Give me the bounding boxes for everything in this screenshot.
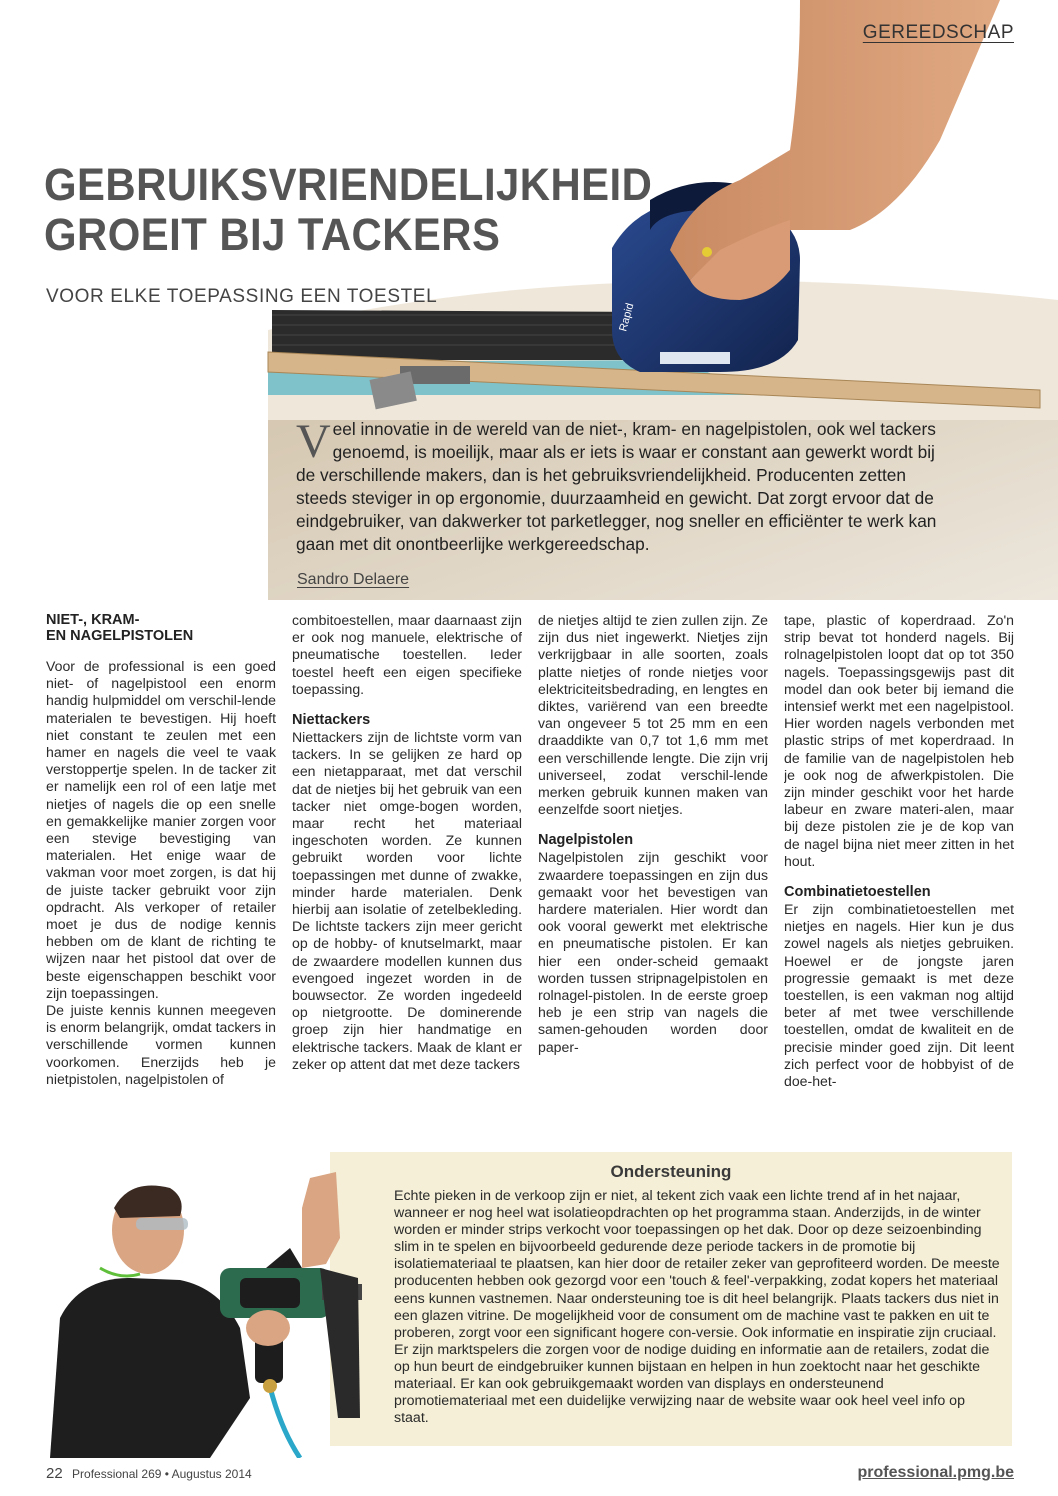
page-number: 22 (46, 1465, 63, 1482)
column-1-paragraph-1: Voor de professional is een goed niet- of nagelpistool een enorm handig hulpmiddel om verschil-lende materialen te bevestigen. Hij hoeft niet constant te zeulen met een hamer en nagels die veel te vaak verstoppertje spelen. In de tacker zit er namelijk een rol of een latje met nietjes of nagels die op een snelle en gemakkelijke manier zorgen voor een stevige bevestiging van materialen. Het enige waar de vakman voor moet zorgen, is dat hij de juiste tacker gebruikt voor zijn opdracht. Als verkoper of retailer moet je dus de nodige kennis hebben om de klant de richting te wijzen naar het pistool dat over de beste eigenschappen beschikt voor zijn toepassingen. (46, 658, 276, 1001)
column-3-paragraph-1: de nietjes altijd te zien zullen zijn. Ze zijn dus niet ingewerkt. Nietjes zijn verkrijgbaar in alle soorten, zoals platte nietjes of ronde nietjes voor elektriciteitsbedrading, en lengtes en diktes, variërend van een breedte van ongeveer 5 tot 25 mm en een draaddikte van 0,7 tot 1,6 mm met een verschillende lengte. Die zijn vrij universeel, zodat verschil-lende merken gebruik kunnen maken van eenzelfde soort nietjes. (538, 612, 768, 818)
lead-dropcap: V (296, 415, 331, 468)
column-1-paragraph-2: De juiste kennis kunnen meegeven is enorm belangrijk, omdat tackers in verschillende vormen kunnen voorkomen. Enerzijds heb je nietpistolen, nagelpistolen of (46, 1002, 276, 1087)
column-3 (538, 612, 768, 1142)
section-tag: GEREEDSCHAP (862, 22, 1014, 43)
column-2-paragraph-1: combitoestellen, maar daarnaast zijn er ook nog manuele, elektrische of pneumatische toestellen. Ieder toestel heeft een eigen specifieke toepassing. (292, 612, 522, 697)
column-4-paragraph-2: Er zijn combinatietoestellen met nietjes en nagels. Hier kun je dus zowel nagels als nietjes gebruiken. Hoewel er de jongste jaren progressie gemaakt is met deze toestellen, is een vakman nog altijd beter af met twee verschillende toestellen, omdat de kwaliteit en de precisie minder goed zijn. Dit leent zich perfect voor de hobbyist of de doe-het- (784, 901, 1014, 1090)
tool-brand-label: Rapid (617, 301, 637, 333)
sidebar-title: Ondersteuning (610, 1162, 732, 1181)
article-columns (46, 612, 1016, 1142)
niettackers-heading: Niettackers (292, 712, 371, 729)
author-byline: Sandro Delaere (297, 571, 410, 588)
column-3-paragraph-2: Nagelpistolen zijn geschikt voor zwaardere toepassingen en zijn dus gemaakt voor het bevestigen van hardere materialen. Hier wordt dan ook vooral gewerkt met elektrische en pneumatische pistolen. Er kan hier een onder-scheid gemaakt worden tussen stripnagelpistolen en rolnagel-pistolen. In de eerste groep heb je een strip van nagels die samen-gehouden worden door paper- (538, 849, 768, 1055)
title-line-2: GROEIT BIJ TACKERS (44, 209, 501, 260)
article-subtitle: VOOR ELKE TOEPASSING EEN TOESTEL (46, 286, 438, 307)
magazine-issue: Professional 269 • Augustus 2014 (72, 1467, 252, 1481)
combinatietoestellen-heading: Combinatietoestellen (784, 884, 931, 901)
heading-line-1: NIET-, KRAM- (46, 612, 140, 628)
column-1-heading (46, 612, 276, 644)
column-2-paragraph-2: Niettackers zijn de lichtste vorm van tackers. In se gelijken ze hard op een nietapparaat, met dat verschil dat de nietjes bij het gebruik van een tacker niet omge-bogen worden, maar recht het materiaal ingeschoten worden. Ze kunnen gebruikt worden voor lichte toepassingen met dunne of zwakke, minder harde materialen. Denk hierbij aan isolatie of zetelbekleding. De lichtste tackers zijn meer gericht op de hobby- of knutselmarkt, maar de zwaardere modellen kunnen dus evengoed ingezet worden in de bouwsector. Ze worden ingedeeld op nietgrootte. De dominerende groep zijn hier handmatige en elektrische tackers. Maak de klant er zeker op attent dat met deze tackers (292, 729, 522, 1072)
lead-text: eel innovatie in de wereld van de niet-, kram- en nagelpistolen, ook wel tackers genoemd, is moeilijk, maar als er iets is waar er constant aan gewerkt wordt bij de verschillende makers, dan is het gebruiksvriendelijkheid. Producenten zetten steeds steviger in op ergonomie, duurzaamheid en gewicht. Dat zorgt ervoor dat de eindgebruiker, van dakwerker tot parketlegger, nog sneller en efficiënter te werk kan gaan met dit onontbeerlijke werkgereedschap. (296, 419, 937, 554)
column-4 (784, 612, 1014, 1142)
heading-line-2: EN NAGELPISTOLEN (46, 628, 194, 644)
column-1 (46, 612, 276, 1142)
title-line-1: GEBRUIKSVRIENDELIJKHEID (44, 159, 653, 210)
column-4-paragraph-1: tape, plastic of koperdraad. Zo'n strip bevat tot honderd nagels. Bij rolnagelpistolen loopt dat op tot 350 nagels. Toepassingsgewijs past dit model dan ook beter bij iemand die intensief werkt met een nagelpistool. Hier worden nagels verbonden met plastic strips of met koperdraad. In de familie van de nagelpistolen heb je ook nog de afwerkpistolen. Die zijn minder geschikt voor het harde labeur en zware materi-alen, maar bij deze pistolen zie je de kop van de nagel bijna niet meer zitten in het hout. (784, 612, 1014, 869)
sidebar-box (330, 1152, 1012, 1446)
sidebar-text: Echte pieken in de verkoop zijn er niet, al tekent zich vaak een lichte trend af in het najaar, wanneer er nog heel wat isolatieopdrachten op het programma staan. Anderzijds, in de winter worden er minder strips verkocht voor toepassingen op het dak. Door op deze seizoenbinding slim in te spelen en bijvoorbeeld gedurende deze periode tackers in de promotie bij isolatiemateriaal te plaatsen, kan hier door de retailer zeker van geprofiteerd worden. De meeste producenten hebben ook gezorgd voor een 'touch & feel'-verpakking, zodat kopers het materiaal eens kunnen vastnemen. Naar ondersteuning toe is dit heel belangrijk. Plaats tackers dus niet in een glazen vitrine. De mogelijkheid voor de consument om de machine vast te pakken en uit te proberen, zorgt voor een significant hogere con-versie. Ook informatie en inspiratie zijn cruciaal. Er zijn marktspelers die zorgen voor de nodige duiding en informatie aan de retailers, zodat die op hun beurt de eindgebruiker kunnen bijstaan en helpen in hun zoektocht naar het geschikte materiaal. Er kan ook gebruikgemaakt worden van displays en ondersteunend promotiemateriaal met een duidelijke verwijzing naar de website waar ook heel veel info op staat. (394, 1188, 1000, 1427)
article-title (44, 160, 652, 260)
website-link[interactable]: professional.pmg.be (857, 1464, 1014, 1481)
nagelpistolen-heading: Nagelpistolen (538, 832, 634, 849)
worker-photo (40, 1168, 400, 1458)
column-2 (292, 612, 522, 1142)
lead-paragraph (296, 415, 946, 556)
footer-page-info (46, 1465, 252, 1482)
